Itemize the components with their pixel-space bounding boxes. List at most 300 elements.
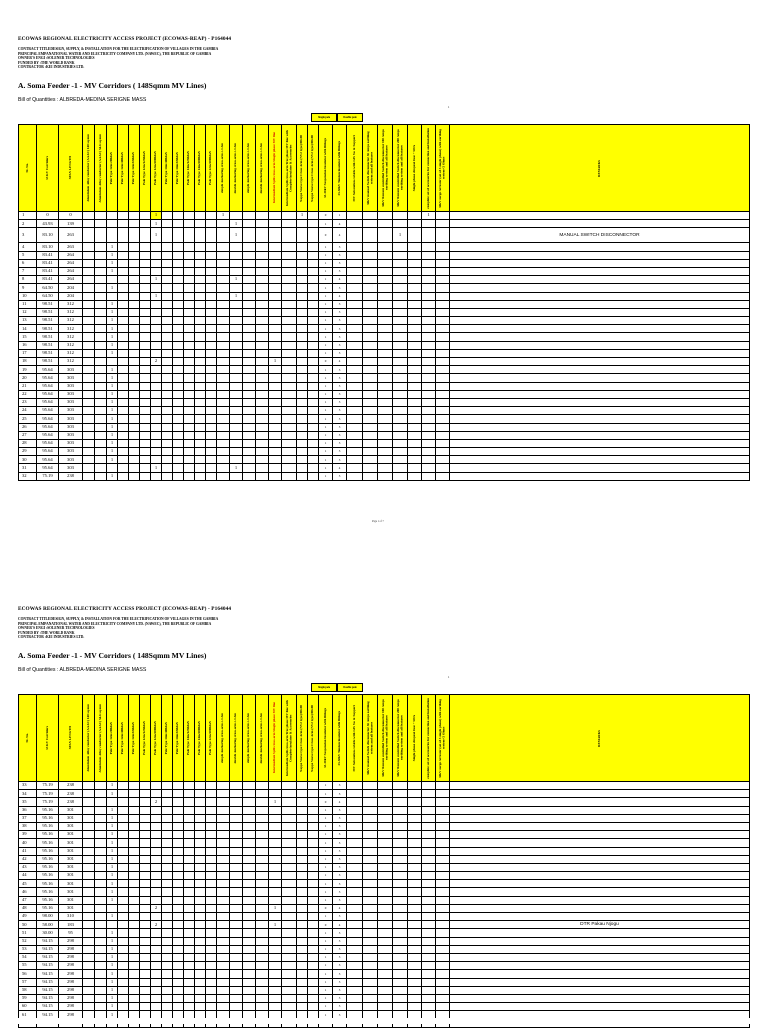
table-cell: 83.41 bbox=[37, 276, 59, 284]
table-cell bbox=[282, 212, 297, 220]
table-cell: 51 bbox=[19, 929, 37, 937]
table-cell bbox=[308, 390, 319, 398]
table-cell bbox=[347, 464, 363, 472]
table-cell bbox=[118, 220, 129, 228]
table-cell bbox=[269, 847, 282, 855]
column-header-label: Pole Type 12m/400daN bbox=[120, 151, 125, 185]
table-cell: 48 bbox=[19, 904, 37, 912]
table-cell bbox=[256, 341, 269, 349]
column-header bbox=[436, 695, 450, 782]
table-cell bbox=[129, 276, 140, 284]
table-cell: 1 bbox=[107, 251, 118, 259]
table-cell: 1 bbox=[319, 259, 333, 267]
table-cell bbox=[243, 814, 256, 822]
table-cell bbox=[282, 300, 297, 308]
table-cell bbox=[393, 872, 408, 880]
table-cell bbox=[184, 341, 195, 349]
table-cell: 1 bbox=[107, 986, 118, 994]
table-cell bbox=[140, 431, 151, 439]
table-cell: 1 bbox=[107, 267, 118, 275]
table-cell bbox=[206, 953, 217, 961]
table-cell bbox=[162, 390, 173, 398]
column-header bbox=[195, 125, 206, 212]
table-row bbox=[19, 390, 750, 398]
table-cell: 4 bbox=[333, 292, 347, 300]
table-cell: 98.51 bbox=[37, 333, 59, 341]
table-cell: 303 bbox=[59, 374, 83, 382]
table-cell bbox=[243, 1003, 256, 1011]
table-cell: 98.51 bbox=[37, 317, 59, 325]
column-header-label: SL No. bbox=[24, 163, 29, 173]
table-cell bbox=[408, 953, 422, 961]
table-cell: 3 bbox=[333, 366, 347, 374]
table-cell bbox=[173, 259, 184, 267]
table-cell bbox=[129, 822, 140, 830]
table-cell bbox=[95, 431, 107, 439]
column-header-label: 36kV manual Switch disconnector 36 Amps earthing system and all features bbox=[365, 131, 373, 205]
column-header-label: Pole Type 12m/1250daN bbox=[142, 151, 147, 185]
table-cell bbox=[269, 896, 282, 904]
table-cell bbox=[393, 464, 408, 472]
table-cell bbox=[162, 431, 173, 439]
table-cell: 4 bbox=[333, 464, 347, 472]
table-cell bbox=[308, 880, 319, 888]
table-cell bbox=[308, 937, 319, 945]
table-cell bbox=[393, 953, 408, 961]
table-cell: 37 bbox=[19, 814, 37, 822]
table-cell bbox=[308, 929, 319, 937]
table-cell bbox=[83, 243, 95, 251]
table-row bbox=[19, 292, 750, 300]
table-cell bbox=[129, 423, 140, 431]
table-cell bbox=[378, 276, 393, 284]
table-row bbox=[19, 913, 750, 921]
table-cell: 3 bbox=[333, 423, 347, 431]
table-cell: 3 bbox=[333, 822, 347, 830]
table-cell bbox=[195, 896, 206, 904]
column-header bbox=[408, 125, 422, 212]
table-cell bbox=[378, 970, 393, 978]
table-cell: 3 bbox=[333, 431, 347, 439]
table-cell bbox=[217, 994, 230, 1002]
table-row bbox=[19, 929, 750, 937]
table-cell bbox=[173, 308, 184, 316]
column-header-label: 33 KV Corridors bbox=[44, 726, 49, 750]
table-cell bbox=[151, 259, 162, 267]
table-cell bbox=[363, 390, 378, 398]
table-cell bbox=[393, 398, 408, 406]
table-cell bbox=[297, 855, 308, 863]
table-cell bbox=[378, 390, 393, 398]
table-cell bbox=[83, 782, 95, 790]
table-cell bbox=[297, 978, 308, 986]
table-cell bbox=[129, 970, 140, 978]
table-cell bbox=[393, 284, 408, 292]
table-cell bbox=[173, 243, 184, 251]
contract-info bbox=[18, 617, 218, 640]
table-cell: 1 bbox=[107, 390, 118, 398]
table-cell: 0 bbox=[319, 921, 333, 929]
table-cell: 3 bbox=[333, 929, 347, 937]
table-cell bbox=[129, 978, 140, 986]
table-cell bbox=[378, 929, 393, 937]
table-cell: 95.64 bbox=[37, 374, 59, 382]
table-cell bbox=[118, 407, 129, 415]
table-cell: 1 bbox=[319, 782, 333, 790]
table-cell bbox=[422, 220, 436, 228]
table-cell bbox=[162, 945, 173, 953]
table-cell bbox=[308, 847, 319, 855]
table-cell bbox=[436, 390, 450, 398]
table-cell bbox=[347, 472, 363, 480]
table-cell bbox=[243, 431, 256, 439]
column-header-label: Pole Type 14m/1250daN bbox=[186, 721, 191, 755]
table-cell bbox=[107, 921, 118, 929]
table-cell bbox=[363, 228, 378, 243]
table-cell bbox=[347, 847, 363, 855]
table-cell bbox=[363, 448, 378, 456]
table-cell bbox=[363, 913, 378, 921]
table-cell bbox=[393, 415, 408, 423]
table-cell bbox=[393, 929, 408, 937]
table-cell bbox=[118, 847, 129, 855]
table-cell bbox=[282, 228, 297, 243]
table-cell: 34 bbox=[19, 790, 37, 798]
column-header bbox=[83, 125, 95, 212]
table-cell bbox=[230, 822, 243, 830]
table-cell: 1 bbox=[107, 896, 118, 904]
table-cell bbox=[256, 978, 269, 986]
table-cell bbox=[217, 782, 230, 790]
table-cell: 1 bbox=[319, 472, 333, 480]
table-cell bbox=[393, 439, 408, 447]
table-cell bbox=[393, 970, 408, 978]
table-cell bbox=[282, 822, 297, 830]
table-cell bbox=[206, 1003, 217, 1011]
table-cell: 1 bbox=[107, 374, 118, 382]
table-cell bbox=[162, 448, 173, 456]
table-cell bbox=[184, 415, 195, 423]
table-cell bbox=[129, 212, 140, 220]
table-cell: 1 bbox=[319, 374, 333, 382]
column-header bbox=[256, 695, 269, 782]
table-cell bbox=[422, 945, 436, 953]
table-cell bbox=[206, 415, 217, 423]
table-cell bbox=[140, 267, 151, 275]
table-cell bbox=[422, 456, 436, 464]
table-cell bbox=[230, 872, 243, 880]
table-cell bbox=[256, 986, 269, 994]
column-header-label: Pole Type 12m/200daN bbox=[109, 721, 114, 755]
table-row bbox=[19, 284, 750, 292]
table-cell bbox=[422, 913, 436, 921]
table-cell bbox=[129, 292, 140, 300]
column-header-label: Pole Type 14m/400daN bbox=[164, 151, 169, 185]
column-header bbox=[184, 695, 195, 782]
table-cell bbox=[378, 937, 393, 945]
table-cell bbox=[347, 276, 363, 284]
table-cell bbox=[195, 382, 206, 390]
table-cell: 3 bbox=[333, 456, 347, 464]
table-cell bbox=[184, 814, 195, 822]
table-cell bbox=[118, 921, 129, 929]
table-cell bbox=[118, 366, 129, 374]
table-cell: 1 bbox=[107, 929, 118, 937]
table-cell bbox=[256, 880, 269, 888]
column-header bbox=[269, 695, 282, 782]
table-cell bbox=[173, 456, 184, 464]
table-cell: 3 bbox=[333, 317, 347, 325]
table-cell bbox=[243, 374, 256, 382]
table-cell bbox=[118, 358, 129, 366]
table-cell bbox=[162, 259, 173, 267]
table-cell bbox=[378, 382, 393, 390]
table-cell bbox=[173, 276, 184, 284]
table-cell bbox=[173, 472, 184, 480]
table-cell bbox=[269, 228, 282, 243]
table-cell bbox=[408, 945, 422, 953]
table-row bbox=[19, 798, 750, 806]
table-cell bbox=[230, 415, 243, 423]
table-cell bbox=[151, 986, 162, 994]
table-cell bbox=[206, 847, 217, 855]
table-cell bbox=[269, 448, 282, 456]
table-cell: 83.10 bbox=[37, 243, 59, 251]
table-cell bbox=[118, 325, 129, 333]
table-cell bbox=[450, 913, 750, 921]
table-cell bbox=[162, 782, 173, 790]
table-cell bbox=[118, 994, 129, 1002]
table-cell bbox=[95, 822, 107, 830]
column-header-label: Pole Type 12m/1250daN bbox=[142, 721, 147, 755]
table-cell: 83.41 bbox=[37, 251, 59, 259]
table-cell: 6 bbox=[19, 259, 37, 267]
table-cell bbox=[422, 341, 436, 349]
table-cell bbox=[95, 325, 107, 333]
table-cell bbox=[162, 228, 173, 243]
table-cell bbox=[422, 308, 436, 316]
table-cell bbox=[378, 945, 393, 953]
table-cell bbox=[308, 790, 319, 798]
table-cell bbox=[422, 790, 436, 798]
table-cell bbox=[162, 847, 173, 855]
table-cell bbox=[230, 831, 243, 839]
table-cell bbox=[195, 423, 206, 431]
column-header bbox=[269, 125, 282, 212]
table-cell bbox=[230, 431, 243, 439]
table-cell: 238 bbox=[59, 472, 83, 480]
table-cell: 54 bbox=[19, 953, 37, 961]
table-cell bbox=[95, 863, 107, 871]
table-cell bbox=[308, 839, 319, 847]
table-cell bbox=[256, 855, 269, 863]
table-cell bbox=[363, 439, 378, 447]
table-cell bbox=[436, 448, 450, 456]
table-cell bbox=[151, 456, 162, 464]
table-cell: 24 bbox=[19, 407, 37, 415]
table-cell bbox=[129, 863, 140, 871]
table-cell bbox=[107, 276, 118, 284]
table-cell: 75.19 bbox=[37, 798, 59, 806]
table-cell bbox=[422, 390, 436, 398]
table-cell bbox=[282, 398, 297, 406]
table-cell bbox=[195, 831, 206, 839]
table-cell bbox=[422, 472, 436, 480]
table-row bbox=[19, 464, 750, 472]
table-cell bbox=[162, 398, 173, 406]
table-cell bbox=[256, 300, 269, 308]
table-cell: 301 bbox=[59, 896, 83, 904]
table-cell bbox=[450, 333, 750, 341]
table-cell: 0 bbox=[319, 228, 333, 243]
table-cell bbox=[378, 325, 393, 333]
table-cell bbox=[363, 243, 378, 251]
table-cell bbox=[243, 398, 256, 406]
column-header-label: Pole Type 14m/2000daN bbox=[197, 721, 202, 755]
table-cell bbox=[363, 456, 378, 464]
table-cell: 42 bbox=[19, 855, 37, 863]
table-cell bbox=[184, 292, 195, 300]
table-cell bbox=[308, 904, 319, 912]
table-cell: 50 bbox=[19, 921, 37, 929]
table-cell bbox=[230, 382, 243, 390]
table-cell bbox=[95, 880, 107, 888]
table-cell bbox=[436, 284, 450, 292]
table-cell: 0 bbox=[37, 212, 59, 220]
table-cell: 98.51 bbox=[37, 308, 59, 316]
table-cell bbox=[347, 921, 363, 929]
table-cell bbox=[118, 308, 129, 316]
table-row bbox=[19, 896, 750, 904]
table-cell bbox=[83, 986, 95, 994]
table-cell bbox=[408, 806, 422, 814]
table-row bbox=[19, 863, 750, 871]
table-cell bbox=[347, 341, 363, 349]
table-cell bbox=[95, 806, 107, 814]
table-cell bbox=[243, 994, 256, 1002]
table-cell: 1 bbox=[319, 945, 333, 953]
table-cell: 1 bbox=[107, 439, 118, 447]
column-header bbox=[206, 695, 217, 782]
table-cell bbox=[408, 333, 422, 341]
table-cell bbox=[151, 448, 162, 456]
table-cell bbox=[95, 382, 107, 390]
table-cell bbox=[243, 292, 256, 300]
table-cell: 1 bbox=[107, 790, 118, 798]
table-cell: 1 bbox=[319, 448, 333, 456]
table-cell: 55 bbox=[19, 962, 37, 970]
table-cell: 1 bbox=[319, 806, 333, 814]
table-cell bbox=[195, 415, 206, 423]
table-cell bbox=[393, 904, 408, 912]
table-cell bbox=[269, 423, 282, 431]
column-header bbox=[118, 695, 129, 782]
column-header bbox=[297, 125, 308, 212]
table-cell bbox=[83, 921, 95, 929]
table-cell: 95.16 bbox=[37, 847, 59, 855]
table-cell bbox=[217, 913, 230, 921]
table-cell bbox=[140, 333, 151, 341]
table-cell: 3 bbox=[333, 374, 347, 382]
table-cell bbox=[184, 398, 195, 406]
table-cell bbox=[206, 398, 217, 406]
table-cell: 3 bbox=[333, 945, 347, 953]
table-cell: 1 bbox=[319, 456, 333, 464]
table-cell bbox=[282, 349, 297, 357]
table-cell bbox=[217, 1003, 230, 1011]
table-cell bbox=[393, 431, 408, 439]
table-cell bbox=[378, 921, 393, 929]
table-cell bbox=[297, 267, 308, 275]
table-cell bbox=[297, 953, 308, 961]
table-cell bbox=[393, 325, 408, 333]
table-cell bbox=[140, 349, 151, 357]
column-header bbox=[83, 695, 95, 782]
table-cell: 95.64 bbox=[37, 366, 59, 374]
table-cell bbox=[436, 472, 450, 480]
table-cell bbox=[363, 333, 378, 341]
table-cell bbox=[206, 872, 217, 880]
table-cell bbox=[151, 390, 162, 398]
table-cell bbox=[217, 888, 230, 896]
table-cell bbox=[230, 790, 243, 798]
table-cell: 1 bbox=[319, 349, 333, 357]
table-cell: 1 bbox=[422, 212, 436, 220]
table-cell bbox=[282, 921, 297, 929]
table-cell bbox=[95, 904, 107, 912]
table-cell: 1 bbox=[107, 831, 118, 839]
table-cell bbox=[95, 953, 107, 961]
table-cell: 1 bbox=[319, 790, 333, 798]
table-cell bbox=[450, 970, 750, 978]
table-cell bbox=[173, 945, 184, 953]
table-cell: 19 bbox=[19, 366, 37, 374]
table-cell: 4 bbox=[333, 798, 347, 806]
table-cell bbox=[450, 986, 750, 994]
table-cell bbox=[378, 839, 393, 847]
table-cell bbox=[162, 962, 173, 970]
table-cell: 15 bbox=[19, 333, 37, 341]
table-cell bbox=[256, 358, 269, 366]
table-cell: 1 bbox=[107, 333, 118, 341]
table-cell bbox=[436, 970, 450, 978]
table-cell: 1 bbox=[107, 349, 118, 357]
table-cell bbox=[282, 317, 297, 325]
table-cell: 83.10 bbox=[37, 228, 59, 243]
table-cell bbox=[436, 259, 450, 267]
column-header-label: double Anchoring cross-arm c-1.3m bbox=[233, 142, 238, 194]
table-cell: 238 bbox=[59, 790, 83, 798]
column-header bbox=[230, 695, 243, 782]
column-header-label: Single phase dropout fuse + SDA bbox=[411, 144, 416, 192]
table-cell: 3 bbox=[333, 267, 347, 275]
column-header bbox=[107, 695, 118, 782]
table-cell bbox=[243, 880, 256, 888]
table-cell bbox=[308, 831, 319, 839]
table-cell: 45 bbox=[19, 880, 37, 888]
table-cell bbox=[162, 333, 173, 341]
table-cell bbox=[308, 415, 319, 423]
table-cell bbox=[408, 251, 422, 259]
table-cell bbox=[129, 872, 140, 880]
table-cell: 3 bbox=[333, 790, 347, 798]
table-cell bbox=[282, 953, 297, 961]
table-cell: 3 bbox=[333, 333, 347, 341]
table-cell bbox=[118, 472, 129, 480]
table-cell bbox=[206, 782, 217, 790]
table-cell bbox=[118, 872, 129, 880]
table-cell bbox=[256, 448, 269, 456]
